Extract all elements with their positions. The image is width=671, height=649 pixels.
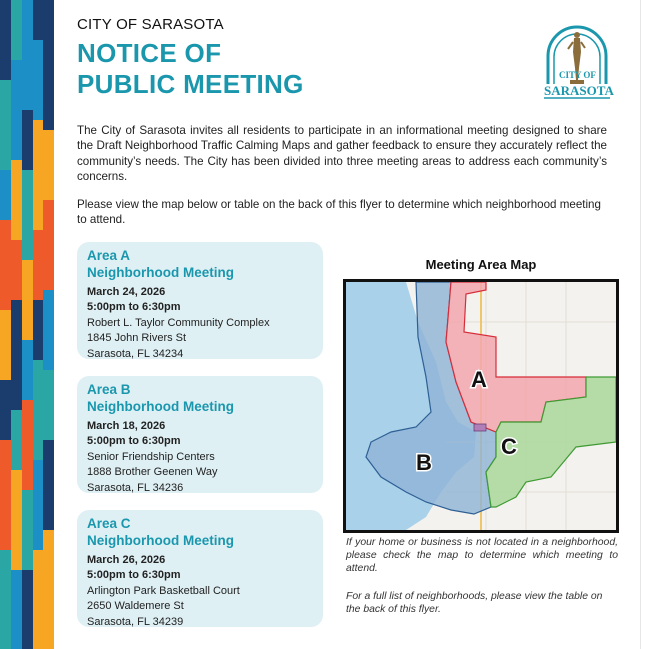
map-label-a: A [471, 367, 487, 392]
card-time: 5:00pm to 6:30pm [87, 435, 181, 447]
card-area-title: Area B [87, 382, 131, 397]
city-statue-logo [540, 22, 615, 104]
card-subtitle: Neighborhood Meeting [87, 264, 234, 280]
card-city: Sarasota, FL 34236 [87, 481, 184, 494]
card-subtitle: Neighborhood Meeting [87, 532, 234, 548]
card-date: March 18, 2026 [87, 420, 166, 432]
map-note-table: For a full list of neighborhoods, please view the table on the back of this flyer. [346, 591, 603, 616]
card-venue: Senior Friendship Centers [87, 450, 215, 463]
stripe-3 [22, 0, 33, 649]
card-venue: Arlington Park Basketball Court [87, 584, 240, 597]
card-city: Sarasota, FL 34239 [87, 615, 184, 628]
map-note-location: If your home or business is not located in a neighborhood, please check the map to determine which meeting to attend. [346, 537, 618, 575]
logo-text-1: CITY OF [559, 70, 596, 80]
card-area-title: Area A [87, 248, 131, 263]
meeting-area-map [343, 279, 619, 533]
map-graphic [346, 282, 616, 530]
meeting-card-area-b [77, 376, 323, 493]
title-line-2: PUBLIC MEETING [77, 69, 304, 99]
title-line-1: NOTICE OF [77, 38, 222, 68]
stripe-5 [43, 0, 54, 649]
card-subtitle: Neighborhood Meeting [87, 398, 234, 414]
card-date: March 24, 2026 [87, 286, 166, 298]
card-venue: Robert L. Taylor Community Complex [87, 316, 270, 329]
decorative-stripes [0, 0, 54, 649]
card-time: 5:00pm to 6:30pm [87, 569, 181, 581]
stripe-2 [11, 0, 22, 649]
map-label-b: B [416, 450, 432, 475]
map-title: Meeting Area Map [425, 257, 537, 272]
map-label-c: C [501, 434, 517, 459]
card-street: 2650 Waldemere St [87, 600, 184, 612]
page-edge [640, 0, 641, 649]
logo-text-2: SARASOTA [544, 83, 614, 98]
meeting-card-area-c [77, 510, 323, 627]
stripe-1 [0, 0, 11, 649]
stripe-4 [33, 0, 43, 649]
map-marker [474, 424, 486, 431]
card-city: Sarasota, FL 34234 [87, 347, 184, 360]
card-area-title: Area C [87, 516, 131, 531]
card-street: 1845 John Rivers St [87, 332, 187, 344]
instruction-paragraph: Please view the map below or table on the back of this flyer to determine which neighborhood meeting to attend. [77, 198, 601, 227]
card-time: 5:00pm to 6:30pm [87, 301, 181, 313]
city-name: CITY OF SARASOTA [77, 16, 224, 33]
meeting-card-area-a [77, 242, 323, 359]
card-date: March 26, 2026 [87, 554, 166, 566]
intro-paragraph: The City of Sarasota invites all residents to participate in an informational meeting designed to share the Draft Neighborhood Traffic Calming Maps and gather feedback to ensure they accurately reflect the community’s needs. The City has been divided into three meeting areas to address each community’s concerns. [77, 124, 607, 184]
card-street: 1888 Brother Geenen Way [87, 466, 218, 478]
page-title [77, 38, 304, 100]
